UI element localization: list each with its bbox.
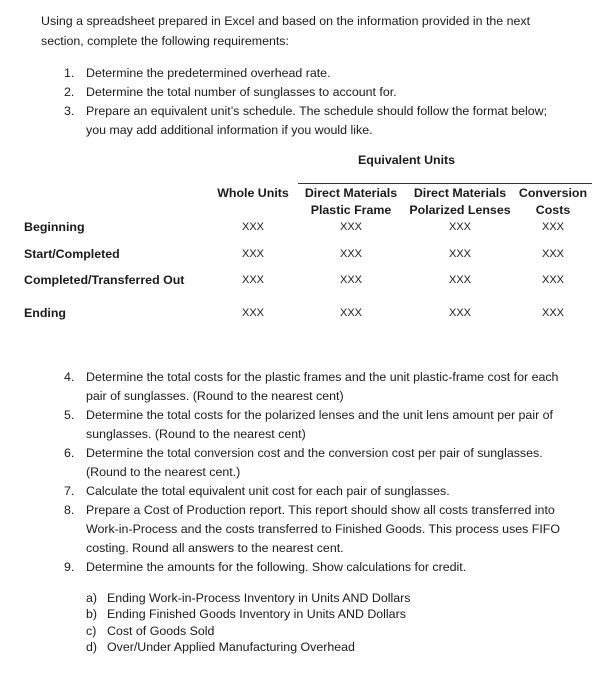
header-dm-lenses-line2: Polarized Lenses	[409, 203, 511, 217]
header-whole-units: Whole Units	[217, 186, 289, 200]
sub-item-letter: d)	[86, 640, 98, 654]
cell-value: XXX	[541, 307, 564, 319]
req-text: you may add additional information if you would like.	[86, 123, 373, 137]
sub-item-letter: c)	[86, 624, 97, 638]
req-number: 7.	[64, 484, 75, 498]
header-dm-plastic-line1: Direct Materials	[304, 186, 398, 200]
req-text: (Round to the nearest cent.)	[86, 465, 241, 479]
req-number: 2.	[64, 85, 75, 99]
cell-value: XXX	[241, 221, 264, 233]
header-conversion-line2: Costs	[535, 203, 571, 217]
sub-item-text: Over/Under Applied Manufacturing Overhead	[107, 640, 355, 654]
req-number: 1.	[64, 66, 75, 80]
header-dm-lenses-line1: Direct Materials	[413, 186, 507, 200]
req-text: Determine the total costs for the plastic frames and the unit plastic-frame cost for each	[86, 370, 559, 384]
header-rule	[298, 183, 592, 184]
cell-value: XXX	[339, 248, 362, 260]
sub-item-text: Cost of Goods Sold	[107, 624, 215, 638]
header-conversion-line1: Conversion	[518, 186, 588, 200]
row-label-ending: Ending	[24, 306, 66, 320]
req-text: costing. Round all answers to the nearest cent.	[86, 541, 344, 555]
cell-value: XXX	[448, 248, 471, 260]
req-number: 9.	[64, 560, 75, 574]
req-number: 3.	[64, 104, 75, 118]
header-dm-plastic-line2: Plastic Frame	[310, 203, 392, 217]
row-label-start-completed: Start/Completed	[24, 247, 120, 261]
table-title: Equivalent Units	[358, 153, 456, 167]
req-number: 5.	[64, 408, 75, 422]
req-text: Work-in-Process and the costs transferred to Finished Goods. This process uses FIFO	[86, 522, 561, 536]
sub-item-letter: b)	[86, 607, 98, 621]
row-label-beginning: Beginning	[24, 220, 85, 234]
cell-value: XXX	[541, 221, 564, 233]
cell-value: XXX	[541, 248, 564, 260]
req-text: Determine the total conversion cost and the conversion cost per pair of sunglasses.	[86, 446, 543, 460]
req-number: 8.	[64, 503, 75, 517]
req-number: 4.	[64, 370, 75, 384]
sub-item-text: Ending Work-in-Process Inventory in Units AND Dollars	[107, 591, 411, 605]
cell-value: XXX	[448, 307, 471, 319]
sub-item-text: Ending Finished Goods Inventory in Units AND Dollars	[107, 607, 406, 621]
req-text: Determine the predetermined overhead rate.	[86, 66, 331, 80]
req-text: Determine the amounts for the following. Show calculations for credit.	[86, 560, 467, 574]
req-text: Prepare a Cost of Production report. This report should show all costs transferred into	[86, 503, 555, 517]
cell-value: XXX	[241, 248, 264, 260]
req-number: 6.	[64, 446, 75, 460]
cell-value: XXX	[339, 221, 362, 233]
cell-value: XXX	[241, 307, 264, 319]
req-text: Determine the total number of sunglasses to account for.	[86, 85, 397, 99]
cell-value: XXX	[241, 274, 264, 286]
row-label-completed-transferred-out: Completed/Transferred Out	[24, 273, 185, 287]
cell-value: XXX	[448, 221, 471, 233]
cell-value: XXX	[448, 274, 471, 286]
cell-value: XXX	[541, 274, 564, 286]
req-text: sunglasses. (Round to the nearest cent)	[86, 427, 306, 441]
sub-item-letter: a)	[86, 591, 98, 605]
req-text: pair of sunglasses. (Round to the nearest cent)	[86, 389, 344, 403]
intro-line-2: section, complete the following requirements:	[41, 34, 289, 48]
req-text: Determine the total costs for the polarized lenses and the unit lens amount per pair of	[86, 408, 553, 422]
intro-line-1: Using a spreadsheet prepared in Excel and based on the information provided in the next	[41, 14, 531, 28]
req-text: Prepare an equivalent unit’s schedule. The schedule should follow the format below;	[86, 104, 548, 118]
req-text: Calculate the total equivalent unit cost for each pair of sunglasses.	[86, 484, 450, 498]
cell-value: XXX	[339, 307, 362, 319]
cell-value: XXX	[339, 274, 362, 286]
